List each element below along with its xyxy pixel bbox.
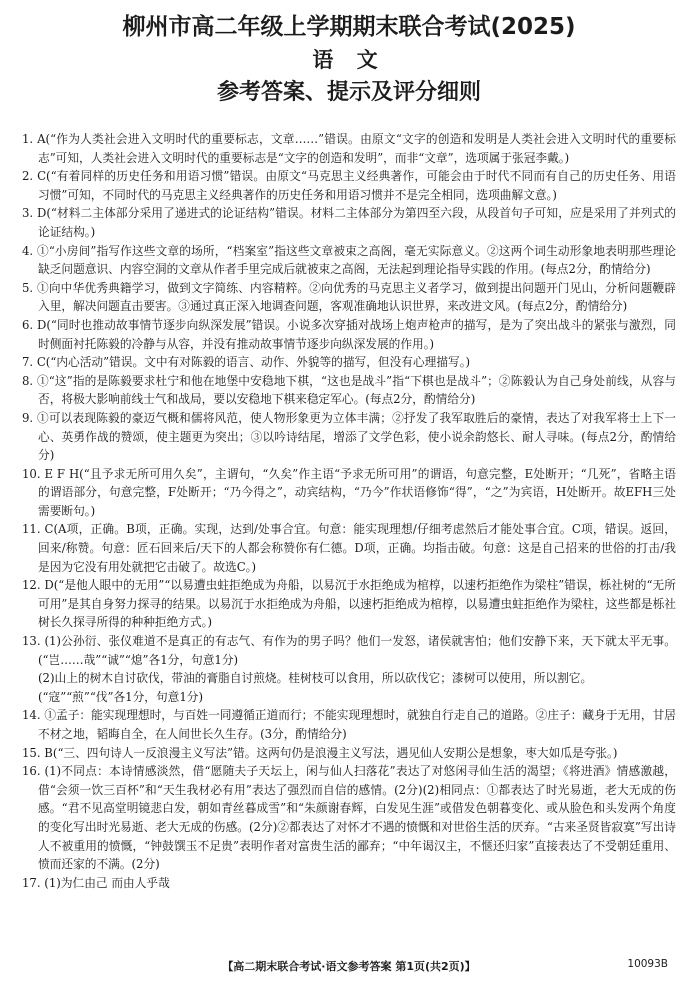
- answer-item-3: 3. D(“材料二主体部分采用了递进式的论证结构”错误。材料二主体部分为第四至六段，从段首句子可知，应是采用了并列式的论证结构。): [22, 206, 676, 239]
- answer-item-2: 2. C(“有着同样的历史任务和用语习惯”错误。由原文“马克思主义经典著作，可能会由于时代不同而有自己的历史任务、用语习惯”可知，不同时代的马克思主义经典著作的历史任务和用语习惯并不是完全相同，选项曲解文意。): [22, 169, 676, 202]
- answer-item-16: 16. (1)不同点：本诗情感淡然，借“愿随夫子天坛上，闲与仙人扫落花”表达了对悠闲寻仙生活的渴望；《将进酒》情感激越，借“会须一饮三百杯”和“天生我材必有用”表达了强烈而自信的感情。(2分)(2)相同点：①都表达了时光易逝，老大无成的伤感。“君不见高堂明镜悲白发，朝如青丝暮成雪”和“朱颜谢春辉，白发见生涯”或借发色朝暮变化、或从脸色和头发两个角度的变化写出时光易逝、老大无成的伤感。(2分)②都表达了对怀才不遇的愤慨和对世俗生活的厌弃。“古来圣贤皆寂寞”写出诗人不被重用的愤慨，“钟鼓馔玉不足贵”表明作者对富贵生活的鄙弃；“中年谒汉主，不惬还归家”直接表达了不受朝廷重用、愤而还家的不满。(2分): [22, 764, 676, 872]
- answer-list: [22, 130, 676, 892]
- page-footer: [0, 958, 698, 974]
- answer-item-11: 11. C(A项，正确。B项，正确。实现，达到/处事合宜。句意：能实现理想/仔细考虑然后才能处事合宜。C项，错误。返回，回来/称赞。句意：匠石回来后/天下的人都会称赞你有仁德。D项，正确。均指击破。句意：这是自己招来的世俗的打击/我是因为它没有用处就把它击破了。故选C。): [22, 522, 676, 574]
- answer-item-5: 5. ①向中华优秀典籍学习，做到文字简练、内容精粹。②向优秀的马克思主义者学习，做到提出问题开门见山，分析问题鞭辟入里，解决问题直击要害。③通过真正深入地调查问题，客观准确地认识世界，来改进文风。(每点2分，酌情给分): [22, 280, 676, 314]
- answer-key-title: 参考答案、提示及评分细则: [216, 80, 481, 105]
- answer-item-4: 4. ①“小房间”指写作这些文章的场所，“档案室”指这些文章被束之高阁，毫无实际意义。②这两个词生动形象地表明那些理论缺乏问题意识、内容空洞的文章从作者手里完成后就被束之高阁，无法起到理论指导实践的作用。(每点2分，酌情给分): [22, 243, 676, 277]
- answer-item-7: 7. C(“内心活动”错误。文中有对陈毅的语言、动作、外貌等的描写，但没有心理描写。): [22, 355, 471, 370]
- answer-item-14: 14. ①孟子：能实现理想时，与百姓一同遵循正道而行；不能实现理想时，就独自行走自己的道路。②庄子：藏身于无用，甘居不材之地，韬晦自全，在人间世长久生存。(3分，酌情给分): [22, 708, 676, 741]
- answer-item-15: 15. B(“三、四句诗人一反浪漫主义写法”错。这两句仍是浪漫主义写法，遇见仙人安期公是想象，枣大如瓜是夸张。): [22, 745, 618, 760]
- exam-title: 柳州市高二年级上学期期末联合考试(2025): [122, 14, 576, 40]
- answer-item-17: 17. (1)为仁由己 而由人乎哉: [22, 875, 170, 890]
- answer-item-9: 9. ①可以表现陈毅的豪迈气概和儒将风范，使人物形象更为立体丰满；②抒发了我军取胜后的豪情，表达了对我军将士上下一心、英勇作战的赞颂，使主题更为突出；③以吟诗结尾，增添了文学色彩，使小说余韵悠长、耐人寻味。(每点2分，酌情给分): [22, 410, 676, 463]
- footer-code: 10093B: [627, 958, 668, 970]
- answer-item-8: 8. ①“这”指的是陈毅要求杜宁和他在地堡中安稳地下棋，“这也是战斗”指“下棋也是战斗”；②陈毅认为自己身处前线，从容与否，将极大影响前线士气和战局，要以安稳地下棋来稳定军心。(每点2分，酌情给分): [22, 373, 676, 407]
- subject-title: 语 文: [312, 48, 386, 72]
- answer-item-13-2: (2)山上的树木自讨砍伐，带油的膏脂自讨煎烧。桂树枝可以食用，所以砍伐它；漆树可以使用，所以割它。(“寇”“煎”“伐”各1分，句意1分): [38, 671, 593, 704]
- answer-item-1: 1. A(“作为人类社会进入文明时代的重要标志，文章……”错误。由原文“文字的创造和发明是人类社会进入文明时代的重要标志”可知，人类社会进入文明时代的重要标志是“文字的创造和发明”，而非“文章”，选项属于张冠李戴。): [22, 132, 676, 165]
- answer-item-12: 12. D(“是他人眼中的无用”“以易遭虫蛀拒绝成为舟船，以易沉于水拒绝成为棺椁，以速朽拒绝作为梁柱”错误，栎社树的“无所可用”是其自身努力探寻的结果。以易沉于水拒绝成为舟船，以速朽拒绝成为棺椁，以易遭虫蛀拒绝作为梁柱，这些都是栎社树长久探寻所得的种种拒绝方式。): [22, 578, 676, 630]
- answer-item-13-1: 13. (1)公孙衍、张仪难道不是真正的有志气、有作为的男子吗？他们一发怒，诸侯就害怕；他们安静下来，天下就太平无事。(“岂……哉”“诚”“熄”各1分，句意1分): [22, 634, 676, 667]
- answer-item-10: 10. E F H(“且予求无所可用久矣”，主谓句，“久矣”作主语“予求无所可用”的谓语，句意完整，E处断开；“几死”，省略主语的谓语部分，句意完整，F处断开；“乃今得之”，动宾结构，“乃今”作状语修饰“得”，“之”为宾语，H处断开。故EFH三处需要断句。): [22, 466, 676, 518]
- footer-page-info: 【高二期末联合考试·语文参考答案 第1页(共2页)】: [222, 960, 476, 973]
- answer-item-6: 6. D(“同时也推动故事情节逐步向纵深发展”错误。小说多次穿插对战场上炮声枪声的描写，是为了突出战斗的紧张与激烈，同时侧面衬托陈毅的冷静与从容，并没有推动故事情节逐步向纵深发展的作用。): [22, 317, 676, 351]
